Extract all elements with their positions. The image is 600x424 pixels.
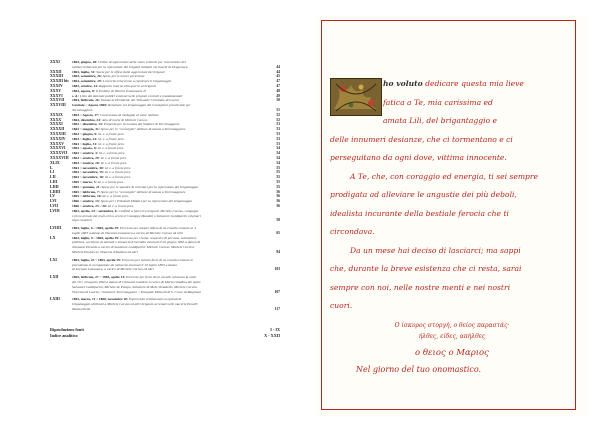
index-page: 45: [276, 74, 280, 79]
dedication-line: che, durante la breve esistenza che ci resta, sarai: [330, 264, 522, 273]
index-description: luglio 1863 a danno di Vincenzo Lamanera a carico di Michele Caruso ed altri: [72, 230, 184, 235]
index-description: Spese per i Tribunali Militari per la repressione del brigantaggio: [100, 199, 193, 204]
index-description: del 19 e 20 agosto 1863 a danno di Giovanni Gardese a carico di Maria cittadina del quale: [72, 280, 201, 285]
index-page: 51: [276, 107, 280, 112]
index-date: 1864 ~ agosto, 8:: [72, 146, 97, 151]
index-description: Il Prefetto di Vittorio Emmanuele II: [95, 88, 146, 93]
index-number: LXI: [50, 257, 57, 262]
index-number: XXXI: [50, 60, 60, 64]
index-date: 1863, luglio, 23 ~ 1865, aprile 19:: [72, 257, 121, 262]
greek-line-1: Ο ίσκυρος στοργή, ο θείος παραστάς·: [394, 322, 510, 329]
greek-line-2: ήλθες, είδες, απήλθες: [418, 333, 486, 340]
index-description: id. e. a fronte pres.: [98, 151, 126, 156]
index-page: 53: [276, 127, 280, 132]
index-number: XXXXIV: [50, 136, 66, 141]
index-description: Spese per le marce pericolose: [102, 74, 145, 79]
index-number: LIIII: [50, 184, 59, 189]
index-date: 1863, settembre, 26:: [72, 74, 102, 79]
index-page: 48: [276, 88, 280, 93]
index-number: XXXXIII: [50, 131, 66, 136]
index-date: 1865, febbraio, 27 ~ 1865, aprile 14:: [72, 275, 126, 280]
index-description: id. e. a fronte pres.: [97, 146, 124, 151]
index-description: Conflitti a fuoco tra briganti, Michele Caruso, compagni: [118, 208, 199, 213]
index-description: Michele Paoluccio, Vinaccia d'Italiano ed altri: [72, 250, 138, 255]
dedication-line: sempre con noi, nelle nostre menti e nei nostri: [330, 282, 511, 292]
index-page: 55: [276, 184, 280, 189]
dedication-line: cuori.: [330, 301, 353, 310]
index-number: LI: [50, 170, 55, 175]
index-number: XXXIII: [50, 74, 63, 79]
index-number: LXII: [50, 275, 59, 280]
index-page: 54: [276, 155, 280, 160]
index-number: XXXV: [50, 88, 62, 93]
index-description: id. e. a fronte pres.: [98, 141, 125, 146]
index-description: militari imbarcati per la repressione dei briganti latitanti nei boschi di Dragonara: [72, 64, 188, 69]
index-page: 54: [276, 146, 280, 151]
index-date: 1864 ~ maggio, 31:: [72, 127, 100, 132]
index-date: 1866 ~ ottobre, 23 ~ 30:: [72, 203, 107, 208]
index-page: 55: [276, 170, 280, 175]
index-footer-row: [50, 333, 280, 339]
index-page: 53: [276, 136, 280, 141]
index-description: id. e. a fronte pres.: [104, 165, 132, 170]
index-entry: [72, 290, 270, 295]
index-page: 44: [276, 69, 280, 74]
index-page: 53: [276, 131, 280, 136]
index-page: 94: [276, 250, 280, 255]
index-date: 1865 ~ marzo, 5:: [72, 179, 97, 184]
index-page: 53: [276, 141, 280, 146]
index-number: XLIX: [50, 160, 60, 165]
index-page: 47: [276, 83, 280, 88]
index-description: id. e. a fronte pres.: [98, 136, 125, 141]
index-date: 1863, luglio, 9 ~ 1865, aprile 19:: [72, 235, 120, 240]
index-date: 1863, marzo, 11 ~ 1868, novembre 10:: [72, 297, 129, 302]
dedication-line: fatica a Te, mia carissima ed: [383, 97, 493, 107]
index-description: precedenza in occupazione da minaccia avvenuti il 19 luglio 1863 a danno: [72, 262, 177, 267]
index-page: 56: [276, 189, 280, 194]
index-page: 55: [276, 179, 280, 184]
index-entry: [72, 307, 270, 312]
index-date: 1864 ~ ottobre, 3:: [72, 151, 99, 156]
index-date: 1863, aprile, 24 ~ settembre, 6:: [72, 208, 118, 213]
index-description: Spese per lo "sconsiglio" militare di stanza a Torremaggiore: [100, 189, 186, 194]
dedication-line: Da un mese hai deciso di lasciarci; ma sappi: [350, 245, 521, 255]
index-number: XXXXII: [50, 127, 65, 132]
closing-line: Nel giorno del tuo onomastico.: [356, 365, 482, 374]
dedication-text: [330, 75, 565, 316]
index-page: 52: [276, 112, 280, 117]
index-number: XXXX: [50, 117, 62, 122]
index-date: 1863, agosto, 8:: [72, 88, 95, 93]
index-description: Tommaso Pirande a carico di Salvatore Guidiparini, Michele Caruso, Michele Cornisi,: [72, 245, 195, 250]
index-number: XXXIII bis: [50, 79, 69, 84]
index-description: id. e. a fronte pres.: [98, 131, 125, 136]
index-number: LV: [50, 194, 56, 199]
index-number: XXXVII: [50, 98, 65, 103]
index-description: Espressioni testimoniali su episodi di: [128, 297, 182, 302]
index-date: 1863, luglio, 31:: [72, 69, 96, 74]
index-page: 50: [276, 98, 280, 103]
index-description: Relazione sul brigantaggio del Consigliere provinciale per: [108, 103, 191, 108]
index-number: XXXXV: [50, 141, 65, 146]
index-date: 1864, febbraio, 26:: [72, 98, 100, 103]
index-page: 49: [276, 93, 280, 98]
index-number: LIII: [50, 179, 58, 184]
index-description: Rapporto intorno alla guerra ai briganti: [98, 83, 156, 88]
index-description: Salvatore Guidiparini, Michele de Pompo, Salvatore di Melo Viviadello, Michele Caruso,: [72, 284, 198, 289]
index-number: XXXXVIII: [50, 155, 69, 160]
index-description: id. e. a fronte pres.: [100, 155, 127, 160]
index-date: 1864, dicembre, 24:: [72, 117, 102, 122]
index-date: 1864 ~ novembre, 18:: [72, 175, 104, 180]
index-description: id. e. a fronte pres.: [104, 175, 132, 180]
index-page: 58: [276, 218, 280, 223]
index-date: Grottole ~ Agosto 1865:: [72, 103, 108, 108]
index-page: 54: [276, 160, 280, 165]
index-description: id. e. a fronte pres.: [107, 203, 135, 208]
index-date: 1864 ~ ottobre, 18:: [72, 160, 100, 165]
index-page: 44: [276, 64, 280, 69]
index-date: 1865 ~ febbraio, 16:: [72, 194, 102, 199]
index-date: 1864 ~ ottobre, 29:: [72, 155, 100, 160]
index-number: LVIIII: [50, 226, 62, 231]
index-row: [50, 218, 280, 223]
dedication-line: ho voluto dedicare questa mia lieve: [383, 79, 524, 88]
index-date: 1863, giugno, 28:: [72, 60, 98, 64]
index-date: 1865 ~ febbraio, 7:: [72, 189, 100, 194]
index-number: L: [50, 165, 53, 170]
index-page: 52: [276, 117, 280, 122]
index-description: e forze armate dei reali, trovo ucciso il Giuseppe Mandoli e Salvatore Guidiparini originari: [72, 213, 201, 218]
index-page: 55: [276, 165, 280, 170]
dedication-line: idealista incurante della bestiale ferocia che ti: [330, 208, 509, 218]
index-row: [50, 307, 280, 312]
index-description: L'esercito intervenne a reprimere il brigantaggio: [102, 79, 172, 84]
index-entry: [72, 250, 270, 255]
index-description: Processo per tentato furto di un cavallo restante in: [121, 257, 194, 262]
index-description: Atto di morte di Michele Caruso: [101, 117, 148, 122]
index-description: Concessione di medaglia al valor militare: [99, 112, 159, 117]
index-description: id. e. a fronte pres.: [97, 179, 124, 184]
signature: ο θειος ο Μαριος: [415, 348, 489, 358]
index-description: Lista dei detenuti politici esistenti nelle prigioni centrali e mandamentali: [79, 93, 183, 98]
index-date: 1864 ~ Agosto, 17:: [72, 112, 100, 117]
index-number: LVII: [50, 203, 59, 208]
index-entry: [72, 218, 270, 223]
index-description: Processo per furto di un cavallo avvenuto la notte: [126, 275, 197, 280]
index-date: 1863, ottobre, 14:: [72, 83, 98, 88]
index-description: brigantaggio attribuiti a Michele Caruso ed altri briganti, arrestati nelle macerie Ponelli:: [72, 302, 199, 307]
dedication-line: amata Lili, del brigantaggio e: [383, 116, 498, 125]
footer-page: I - IX: [270, 327, 280, 332]
dedication-line: prodigata ad alleviare le angustie dei più deboli,: [330, 190, 517, 199]
index-page: 117: [274, 307, 280, 312]
dedication-line: delle innumeri desianze, che ci tormentano e ci: [330, 134, 513, 144]
index-row: [50, 250, 280, 255]
index-number: LXIII: [50, 297, 60, 302]
index-number: LIIIII: [50, 189, 61, 194]
index-list: [50, 60, 280, 312]
index-number: LX: [50, 235, 56, 240]
index-number: XXXXI: [50, 122, 63, 127]
index-page: 107: [274, 289, 280, 294]
index-description: Ordine di sopressione delle suore esistenti per l'esecuzione del: [98, 60, 186, 64]
index-page: 56: [276, 199, 280, 204]
index-description: Processo per rivolte, sequestro di persona, sottrazione: [120, 235, 197, 240]
index-number: XXXIX: [50, 112, 63, 117]
index-page: 103: [274, 267, 280, 272]
index-number: LVI: [50, 199, 57, 204]
index-description: Istanza al Presidente del Tribunale Criminale di Lucera: [100, 98, 180, 103]
index-page: 56: [276, 194, 280, 199]
index-number: XXXXVII: [50, 151, 68, 156]
left-page-index: [10, 0, 300, 424]
dedication-line: circondava.: [330, 227, 375, 236]
index-description: Spese per le squadre di volontari per la repressione del brigantaggio: [101, 184, 199, 189]
index-page: 65: [276, 230, 280, 235]
index-date: 1863, luglio, 6 ~ 1865, aprile 19:: [72, 226, 120, 231]
index-description: Montecihelle: [72, 307, 91, 312]
index-date: 1864 ~ novembre, 30:: [72, 165, 104, 170]
dedication-lead: ho voluto: [383, 79, 423, 88]
index-number: XXXII: [50, 69, 62, 74]
dedication-line: A Te, che, con coraggio ed energia, ti sei sempre: [350, 171, 539, 181]
index-page: 55: [276, 175, 280, 180]
index-page: 47: [276, 79, 280, 84]
index-description: Vincenzo di Lauria ~ Salvatore Torremaggiore ~ Pasquale Minnelli di S. Croce di Magliano: [72, 289, 202, 294]
index-description: pubblica, uccisione di animali e minaccia d'incendio avvenuti il 29 giugno 1863 a danno di: [72, 240, 201, 245]
index-description: Processo per attuare difesa di un cavallo restante al 4: [120, 226, 196, 231]
index-row: [50, 267, 280, 272]
index-page: 53: [276, 122, 280, 127]
index-footer: [50, 327, 280, 339]
dedication-line: perseguitano da ogni dove, vittima innocente.: [330, 153, 507, 162]
index-date: 1864 ~ luglio, 23:: [72, 136, 98, 141]
index-description: id. e. a fronte pres.: [102, 194, 129, 199]
index-description: di Luciano Lamanara, a carico di Michele Caruso ed altri: [72, 267, 154, 272]
index-description: Torremaggiore: [72, 107, 93, 112]
index-description: id. e. a fronte pres.: [100, 160, 127, 165]
index-number: XXXVIII: [50, 103, 66, 108]
index-number: XXXIV: [50, 83, 63, 88]
index-description: Proposta per la nomina del Sindaco di Torremaggiore: [103, 122, 180, 127]
index-date: s. d.:: [72, 93, 80, 98]
index-date: 1866 ~ ottobre, 13:: [72, 199, 100, 204]
index-date: 1865 ~ gennaio, 21:: [72, 184, 101, 189]
index-description: capo cavalieri: [72, 218, 93, 223]
index-page: 56: [276, 203, 280, 208]
index-date: 1863, settembre, 29:: [72, 79, 102, 84]
index-number: XXXVI: [50, 93, 63, 98]
index-row: [50, 290, 280, 295]
index-description: Spese per le offese dalle aggressioni dei briganti: [96, 69, 165, 74]
footer-label: Indice analitico: [50, 333, 78, 338]
footer-page: X - XXII: [264, 333, 280, 338]
footer-label: Riproduzione fonti: [50, 327, 84, 332]
index-entry: [72, 267, 270, 272]
index-description: Spese per lo "sconsiglio" militare di stanza a Torremaggiore: [100, 127, 186, 132]
index-number: XXXXVI: [50, 146, 66, 151]
right-page-dedication: [316, 15, 588, 417]
index-date: 1864 ~ luglio, 31:: [72, 141, 98, 146]
index-description: id. e. a fronte pres.: [104, 170, 132, 175]
index-date: 1864 ~ giugno, 9:: [72, 131, 98, 136]
index-date: 1863 ~ dicembre, 13:: [72, 122, 103, 127]
index-number: LVIII: [50, 208, 60, 213]
index-page: 54: [276, 151, 280, 156]
index-date: 1864 ~ novembre, 15:: [72, 170, 104, 175]
index-number: LII: [50, 175, 56, 180]
